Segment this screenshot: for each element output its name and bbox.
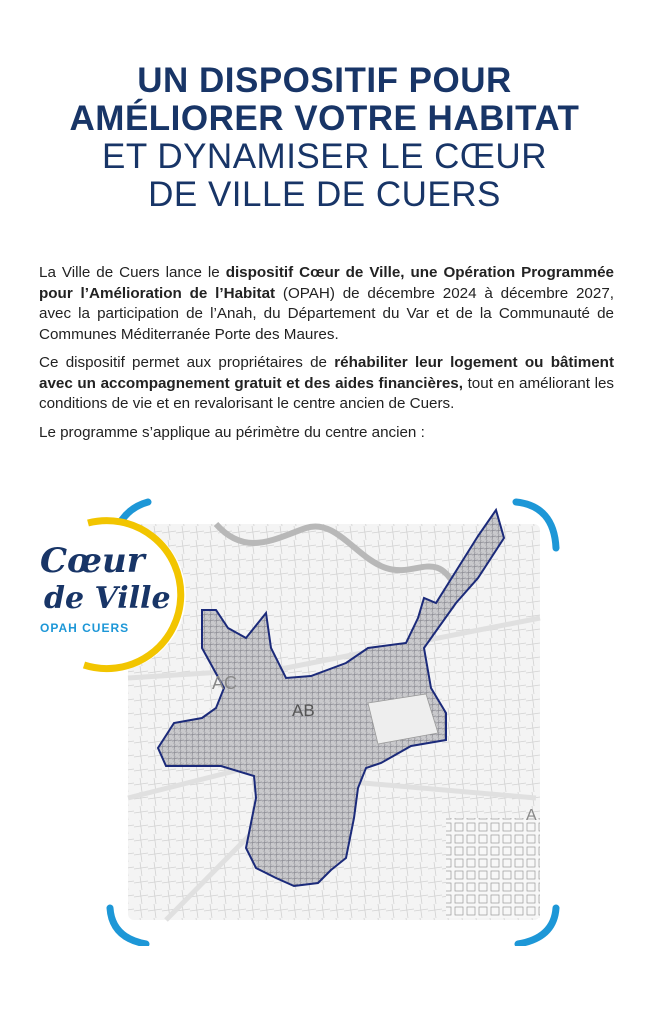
paragraph-2 <box>39 353 614 415</box>
p1-text-a: La Ville de Cuers lance le <box>39 264 226 281</box>
p1-text-bold: dispositif Cœur de Ville, une Opération Programmée pour l’Amélioration de l’Habitat <box>39 264 614 302</box>
title-line-4: DE VILLE DE CUERS <box>148 175 501 214</box>
housing-blocks <box>446 818 540 918</box>
title-line-3: ET DYNAMISER LE CŒUR <box>102 137 547 176</box>
coeur-de-ville-logo <box>30 515 190 675</box>
label-ac: AC <box>212 673 238 693</box>
label-ab: AB <box>292 701 315 720</box>
title-line-1: UN DISPOSITIF POUR <box>137 61 512 100</box>
logo-text-coeur: Cœur <box>40 541 145 581</box>
title-line-2: AMÉLIORER VOTRE HABITAT <box>69 99 580 138</box>
p1-text-c: (OPAH) de décembre 2024 à décembre 2027, avec la participation de l’Anah, du Département du Var et de la Communauté de Communes Méditerranée Porte des Maures. <box>39 284 614 343</box>
label-a: A <box>526 807 537 824</box>
logo-text-de-ville: de Ville <box>44 581 171 616</box>
p2-text-a: Ce dispositif permet aux propriétaires de <box>39 354 335 371</box>
intro-text <box>39 263 614 451</box>
p2-text-bold: réhabiliter leur logement ou bâtiment avec un accompagnement gratuit et des aides financières, <box>39 354 614 392</box>
paragraph-3: Le programme s’applique au périmètre du centre ancien : <box>39 423 425 441</box>
page-title <box>0 62 649 214</box>
p2-text-c: tout en améliorant les conditions de vie et en revalorisant le centre ancien de Cuers. <box>39 374 614 412</box>
paragraph-1 <box>39 263 614 345</box>
logo-subtitle: OPAH CUERS <box>40 621 130 635</box>
